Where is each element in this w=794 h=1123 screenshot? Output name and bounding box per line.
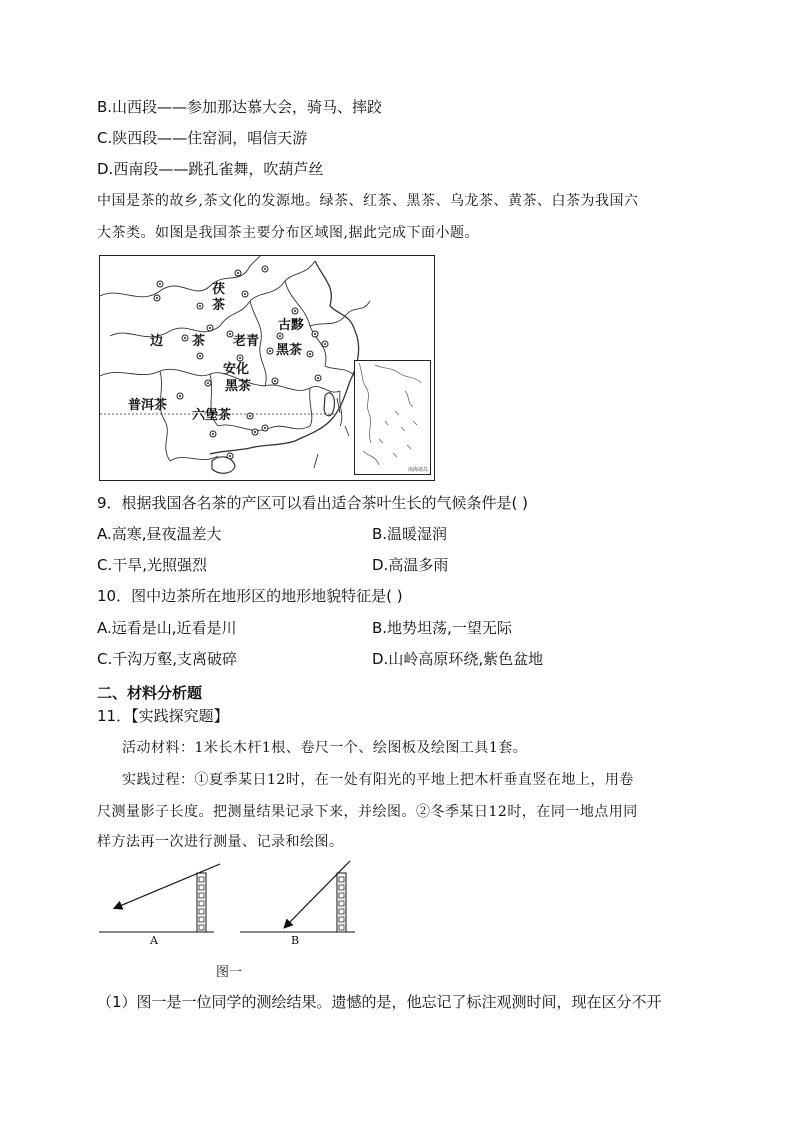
map-label-bian-cha: 茶 xyxy=(192,334,206,349)
tea-distribution-map xyxy=(99,255,435,481)
q10-option-c: C.千沟万壑,支离破碎 xyxy=(97,650,238,668)
map-label-puer: 普洱茶 xyxy=(128,398,168,413)
q11-sub-1: （1）图一是一位同学的测绘结果。遗憾的是，他忘记了标注观测时间，现在区分不开 xyxy=(97,993,662,1011)
q9-option-b: B.温暖湿润 xyxy=(372,525,448,543)
shadow-diagram xyxy=(97,855,367,945)
q9-stem: 9．根据我国各名茶的产区可以看出适合茶叶生长的气候条件是( ) xyxy=(97,494,529,512)
intro-line-2: 大茶类。如图是我国茶主要分布区域图,据此完成下面小题。 xyxy=(97,225,479,241)
q9-option-a: A.高寒,昼夜温差大 xyxy=(97,525,222,543)
q10-option-d: D.山岭高原环绕,紫色盆地 xyxy=(372,650,544,668)
q11-material: 活动材料：1米长木杆1根、卷尺一个、绘图板及绘图工具1套。 xyxy=(122,740,528,756)
q10-option-a: A.远看是山,近看是川 xyxy=(97,619,237,637)
inset-label: 南海诸岛 xyxy=(407,467,428,473)
map-label-laoqing: 老青 xyxy=(233,334,260,349)
q11-process-2: 尺测量影子长度。把测量结果记录下来，并绘图。②冬季某日12时，在同一地点用同 xyxy=(97,804,638,820)
south-china-sea-inset xyxy=(354,360,431,475)
shadow-figure xyxy=(97,855,367,955)
map-label-guyi: 古黟 xyxy=(278,318,305,333)
inset-outline xyxy=(355,361,429,473)
option-b-prev: B.山西段——参加那达慕大会，骑马、摔跤 xyxy=(97,98,383,116)
option-d-prev: D.西南段——跳孔雀舞，吹葫芦丝 xyxy=(97,160,324,178)
intro-line-1: 中国是茶的故乡,茶文化的发源地。绿茶、红茶、黑茶、乌龙茶、黄茶、白茶为我国六 xyxy=(97,193,639,209)
map-label-anhua: 安化 xyxy=(223,362,250,377)
q9-option-d: D.高温多雨 xyxy=(372,556,449,574)
map-label-fu-cha: 茶 xyxy=(212,298,226,313)
q10-option-b: B.地势坦荡,一望无际 xyxy=(372,619,512,637)
map-label-liubao: 六堡茶 xyxy=(192,408,232,423)
map-label-guyi-heicha: 黑茶 xyxy=(276,343,303,358)
figure-label-a: A xyxy=(150,934,158,947)
section-title: 二、材料分析题 xyxy=(97,684,203,702)
map-label-fu: 茯 xyxy=(212,282,226,297)
option-c-prev: C.陕西段——住窑洞，唱信天游 xyxy=(97,129,308,147)
map-label-anhua-heicha: 黑茶 xyxy=(225,379,252,394)
q10-stem: 10．图中边茶所在地形区的地形地貌特征是( ) xyxy=(97,587,403,605)
map-label-bian: 边 xyxy=(150,334,164,349)
q11-stem: 11．【实践探究题】 xyxy=(97,707,229,725)
q9-option-c: C.干旱,光照强烈 xyxy=(97,556,208,574)
figure-label-b: B xyxy=(291,934,300,947)
figure-caption: 图一 xyxy=(216,965,243,980)
q11-process-3: 样方法再一次进行测量、记录和绘图。 xyxy=(97,834,344,850)
q11-process-1: 实践过程：①夏季某日12时，在一处有阳光的平地上把木杆垂直竖在地上，用卷 xyxy=(122,772,634,788)
